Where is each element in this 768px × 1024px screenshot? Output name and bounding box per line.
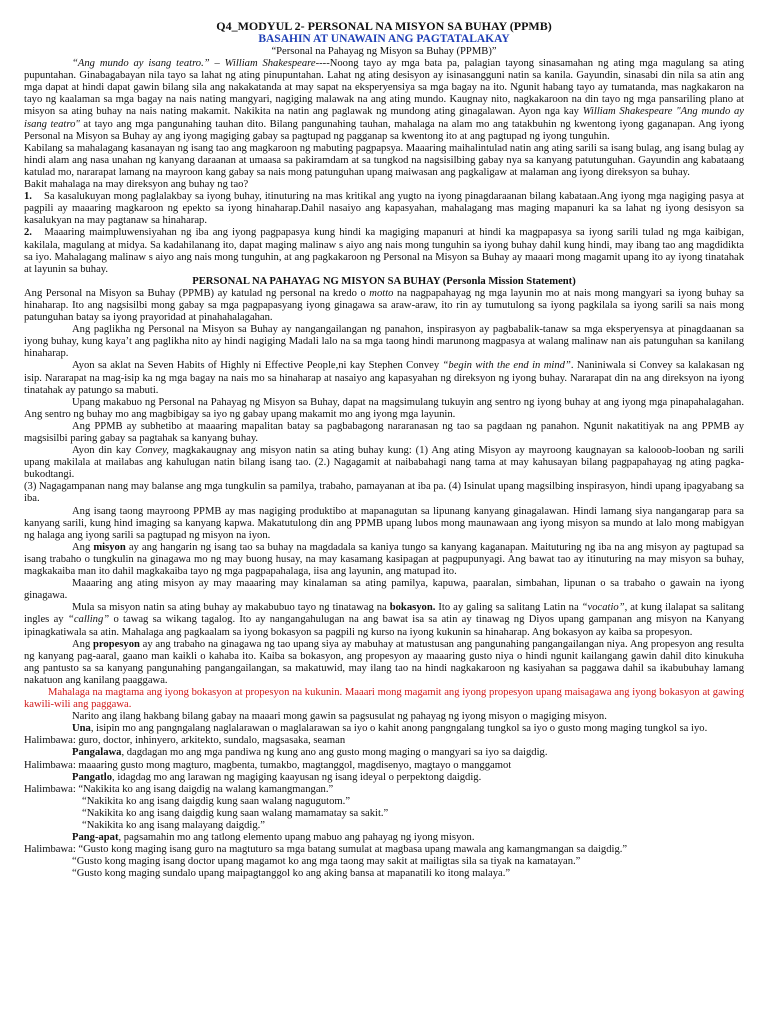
step-text: , dagdagan mo ang mga pandiwa ng kung ano ang gusto mong maging o mangyari sa iyo sa daigdig. [121, 747, 548, 759]
paragraph-text: magkakaugnay ang misyon natin sa ating buhay kung: (1) Ang ating Misyon ay mayroong kaugnayan sa kalooob-looban ng sarili upang makilala at mailabas ang kahulugan natin bilang isang tao. (2.) Nagagamit at naibabahagi nang tama at may kahusayan bilang pagpapahayag ng ating pagka-bukodtangi. [24, 445, 744, 481]
step-pangatlo [24, 772, 744, 784]
paragraph-text: Ayon sa aklat na Seven Habits of Highly ni Effective People,ni kay Stephen Convey [72, 360, 443, 372]
center-of-life-paragraph: Upang makabuo ng Personal na Pahayag ng Misyon sa Buhay, dapat na magsimulang tukuyin ang sentro ng iyong buhay at ang iyong mga pinapahalagahan. Ang sentro ng buhay mo ang magbibigay sa iyo ng gabay upang makamit mo ang iyong mga layunin. [24, 396, 744, 420]
productive-paragraph: Ang isang taong mayroong PPMB ay mas nagiging produktibo at mapanagutan sa lipunang kanyang ginagalawan. Hindi lamang siya nangangarap para sa kanyang sarili, kung hind imaging sa kanyang kapwa. Makatutulong din ang PPMB upang lubos mong maunawaan ang iyong misyon sa mundo at lalo mong mabigyan ng halaga ang iyong sarili sa pagtupad ng misyon na iyon. [24, 505, 744, 541]
steps-intro: Narito ang ilang hakbang bilang gabay na maaari mong gawin sa pagsusulat ng pahayag ng iyong misyon o magiging misyon. [72, 711, 607, 723]
paragraph-text: , at kung ilalapat sa salitang ingles ay [24, 602, 744, 626]
document-title: Q4_MODYUL 2- PERSONAL NA MISYON SA BUHAY (PPMB) [216, 19, 552, 33]
propesyon-term: propesyon [93, 638, 140, 650]
intro-text: ----Noong tayo ay mga bata pa, palagian tayong sinasamahan ng ating mga magulang sa ating pupuntahan. Ginabagabayan nila tayo sa lahat ng ating pinupuntahan. Lahat ng ating desisyon ay isinasangguni natin sa kanila. Gayundin, sinasabi din nila sa atin ang mga dapat at hindi dapat gawin bilang sila ang nakakatanda at may sapat na eksperyensiya sa mga bagay na ito. Ngunit habang tayo ay tumatanda, mas nagkakaron na tayo ng kaalaman sa mga bagay na nais nating mangyari, nagiging malawak na ang ating mundo. Kaugnay nito, nagkakaroon na din tayo ng mga pansariling plano at misyon sa ating buhay na nais nating makamit. Nakikita na natin ang paglawak ng mundong ating ginagalawan. Ayon nga kay [24, 58, 744, 118]
paragraph-text: ay ang hangarin ng isang tao sa buhay na magdadala sa kaniya tungo sa kanyang kaganapan. Maituturing ng iba na ang misyon ay pagtupad sa isang trabaho o tungkulin na ginagawa mo ng may buong husay, na may kasamang kasipagan at pagpupunyagi. Ang bawat tao ay itinuturing na may misyon sa buhay, magkakaiba man ito dahil magkakaiba tayo ng mga pagpapahalaga, iisa ang layunin, ang matupad ito. [24, 541, 744, 578]
bokasyon-term: bokasyon. [389, 602, 436, 614]
subjective-paragraph: Ang PPMB ay subhetibo at maaaring mapalitan batay sa pagbabagong nararanasan ng tao sa pagdaan ng panahon. Ngunit nakatitiyak na ang PPMB ay magsisilbi paring gabay sa pagtahak sa kanyang buhay. [24, 420, 744, 444]
step-text: , pagsamahin mo ang tatlong elemento upang mabuo ang pahayag ng iyong misyon. [118, 832, 475, 844]
intro-text-rest: at tayo ang mga pangunahing tauhan dito. Bilang pangunahing tauhan, mahalaga na alam mo ang tatakbuhin ng kwentong iyong gaganapan. Ang iyong Personal na Misyon sa Buhay ay ang iyong magiging gabay sa pagtupad ng pagganap sa kwentong ito at ang pagtupad ng iyong tunguhin. [24, 118, 744, 142]
step-label: Una [72, 723, 91, 735]
convey-name: Convey, [135, 445, 169, 457]
paragraph-text: na nagpapahayag ng mga layunin mo at nais mong mangyari sa iyong buhay sa hinaharap. Ito ang nagsisilbi mong gabay sa mga pagpapasyang iyong ginagawa sa araw-araw, ito rin ay tumutulong sa iyong pagkilala sa iyong sarili sa nais mong patunguhan batay sa iyong prayoridad at pinahahalagahan. [24, 287, 744, 324]
item-text: Sa kasalukuyan mong paglalakbay sa iyong buhay, itinuturing na mas kritikal ang yugto na iyong pinagdaraanan bilang kabataan.Ang iyong mga nagiging pasya at pagpili ay maaaring magkaroon ng epekto sa iyong hinaharap.Dahil nasaiyo ang kapasyahan, mahalagang mas maging mapanuri ka sa lahat ng iyong desisyon sa kasalukyan na may pagtanaw sa hinaharap. [24, 191, 745, 227]
step-label: Pangalawa [72, 747, 122, 759]
vocatio-term: “vocatio” [581, 602, 625, 614]
subheading: “Personal na Pahayag ng Misyon sa Buhay (PPMB)” [271, 46, 497, 57]
step-pangalawa-example: Halimbawa: maaaring gusto mong magturo, magbenta, tumakbo, magtanggol, magdisenyo, magtayo o manggamot [24, 759, 512, 771]
paragraph-text: . Naniniwala si Convey sa kalakasan ng isip. Nararapat na mag-isip ka ng mga bagay na nais mo sa hinaharap at nasaiyo ang kapasyahan ng direksyon ng iyong buhay. Nararapat din na ang direksyon na iyong tinatahak ay patungo sa mabuti. [24, 360, 745, 396]
misyon-term: misyon [93, 541, 126, 553]
paragraph-text: ay ang trabaho na ginagawa ng tao upang siya ay mabuhay at matustusan ang pangunahing pangangailangan niya. Ang propesyon ang resulta ng kanyang pag-aaral, gaano man kaikli o kahaba ito. Kaiba sa bokasyon, ang propesyon ay maaaring gusto niya o hindi ngunit kailangang gawin dahil dito kinukuha ang pantusto sa sa kanyang pangunahing pangangailangan, sa makatuwid, may ilang tao na hindi nagkakaroon ng kasiyahan sa paggawa dahil sa ikabubuhay lamang nakatuon ang kanilang paaggawa. [24, 638, 744, 686]
covey-quote: “begin with the end in mind” [442, 360, 571, 372]
step-una [24, 723, 744, 735]
covey-paragraph [24, 360, 744, 396]
step-label: Pang-apat [72, 832, 119, 844]
step-pangapat-example-2: “Gusto kong maging isang doctor upang magamot ko ang mga taong may sakit at mailigtas sila sa tiyak na kamatayan.” [72, 856, 581, 868]
intro-paragraph [24, 58, 744, 143]
step-pangapat-example-3: “Gusto kong maging sundalo upang maipagtanggol ko ang aking bansa at mapanatili ko itong malaya.” [72, 868, 511, 880]
ppmb-definition [24, 288, 744, 324]
shakespeare-name: William Shakespeare "Ang mundo ay isang teatro" [24, 106, 744, 130]
paragraph-text: Mula sa misyon natin sa ating buhay ay makabubuo tayo ng tinatawag na [72, 602, 390, 614]
question-line: Bakit mahalaga na may direksyon ang buhay ng tao? [24, 179, 249, 191]
step-pangatlo-example-3: “Nakikita ko ang isang daigdig kung saan walang mamamatay sa sakit.” [82, 807, 389, 819]
shakespeare-quote: “Ang mundo ay isang teatro.” – William Shakespeare [72, 58, 316, 70]
paragraph-text: Ang [72, 638, 93, 650]
numbered-item-2 [24, 227, 744, 275]
item-text: Maaaring maimpluwensiyahan ng iba ang iyong pagpapasya kung hindi ka magiging mapanuri at hindi ka magpapasya sa iyong sarili tulad ng mga kaibigan, kakilala, magulang at midya. Sa kadahilanang ito, dapat maging malinaw s aiyo ang nais mong tunguhin sa iyong buhay dahil kung hindi, may ibang tao ang magdidikta sa iyo. Mahalagang malinaw s aiyo ang nais mong tunguhin, at ang pagkakaroon ng Personal na Misyon sa Buhay ay maaari mong magamit upang ito ay iyong tinatahak at layunin sa buhay. [24, 227, 744, 275]
document-subtitle: BASAHIN AT UNAWAIN ANG PAGTATALAKAY [258, 33, 510, 45]
step-pangatlo-example-1: Halimbawa: “Nakikita ko ang isang daigdig na walang kamangmangan.” [24, 783, 334, 795]
step-pangatlo-example-4: “Nakikita ko ang isang malayang daigdig.” [82, 820, 265, 831]
paragraph-text: Ang Personal na Misyon sa Buhay (PPMB) ay katulad ng personal na kredo o [24, 287, 370, 299]
step-label: Pangatlo [72, 771, 113, 783]
step-text: , isipin mo ang pangngalang naglalarawan o maglalarawan sa iyo o kahit anong pangngalang tungkol sa iyo o gusto mong maging tungkol sa iyo. [90, 723, 708, 735]
item-number: 2. [24, 227, 32, 239]
numbered-item-1 [24, 191, 744, 227]
paragraph-text: Ang [72, 541, 94, 553]
ppmb-creation-paragraph: Ang paglikha ng Personal na Misyon sa Buhay ay nangangailangan ng panahon, inspirasyon ay pagbabalik-tanaw sa mga eksperyensya at pinagdaanan sa iyong buhay, kung kaya’t ang paglikha nito ay hindi nagiging Madali lalo na sa mga taong hindi marunong magpasya at walang malinaw nan ais patunguhan sa kanilang hinaharap. [24, 324, 744, 360]
step-pangatlo-example-2: “Nakikita ko ang isang daigdig kung saan walang nagugutom.” [82, 795, 351, 807]
calling-term: “calling” [67, 614, 110, 626]
highlighted-note: Mahalaga na magtama ang iyong bokasyon at propesyon na kukunin. Maaari mong magamit ang iyong propesyon upang maisagawa ang iyong bokasyon at gawing kawili-wili ang paggawa. [24, 686, 744, 711]
paragraph-text: o tawag sa wikang tagalog. Ito ay nangangahulugan na ang bawat isa sa atin ay tinawag ng Diyos upang gampanan ang misyon na Kanyang ipinagkatiwala sa atin. Mahalaga ang pagkaalam sa iyong bokasyon sa pagpili ng kurso na iyong kukunin sa hinaharap. Ang bokasyon ay kaiba sa propesyon. [24, 614, 744, 638]
item-number: 1. [24, 191, 32, 203]
paragraph-text: Ito ay galing sa salitang Latin na [435, 602, 582, 614]
covey-conditions-continued: (3) Nagagampanan nang may balanse ang mga tungkulin sa pamilya, trabaho, pamayanan at iba pa. (4) Isinulat upang magsilbing inspirasyon, hindi upang ipagyabang sa iba. [24, 481, 744, 505]
section-heading: PERSONAL NA PAHAYAG NG MISYON SA BUHAY (Personla Mission Statement) [192, 275, 576, 287]
bokasyon-paragraph [24, 602, 744, 638]
misyon-paragraph [24, 542, 744, 578]
propesyon-paragraph [24, 639, 744, 687]
decision-paragraph: Kabilang sa mahalagang kasanayan ng isang tao ang magkaroon ng mabuting pagpapsya. Maaaring maihalintulad natin ang ating sarili sa isang bulag, ang isang bulag ay hindi alam ang nasa unahan ng kanyang daraanan at umaasa sa pakiramdam at sa tungkod na nagsisilbing gabay nya sa kanyang patutunguhan. Gayundin ang kabataang katulad mo, nararapat lamang na mayroon kang gabay sa nais mong patunguhan upang maiwasan ang pagkaligaw at malaman ang iyong direksyon sa buhay. [24, 142, 744, 178]
step-text: , idagdag mo ang larawan ng magiging kaayusan ng isang ideyal o perpektong daigdig. [112, 771, 482, 783]
step-pangapat-example-1: Halimbawa: “Gusto kong maging isang guro na magtuturo sa mga batang sumulat at magbasa upang mawala ang kamangmangan sa daigdig.” [24, 844, 628, 856]
covey-conditions-paragraph [24, 445, 744, 481]
motto-term: motto [369, 287, 394, 299]
step-una-example: Halimbawa: guro, doctor, inhinyero, arkitekto, sundalo, magsasaka, seaman [24, 735, 346, 747]
document-page [24, 0, 744, 880]
misyon-scope-paragraph: Maaaring ang ating misyon ay may maaaring may kinalaman sa ating pamilya, kapuwa, paaralan, simbahan, lipunan o sa trabaho o gawain na iyong ginagawa. [24, 578, 744, 602]
step-pangalawa [24, 747, 744, 759]
step-pangapat [24, 832, 744, 844]
paragraph-text: Ayon din kay [72, 445, 136, 457]
